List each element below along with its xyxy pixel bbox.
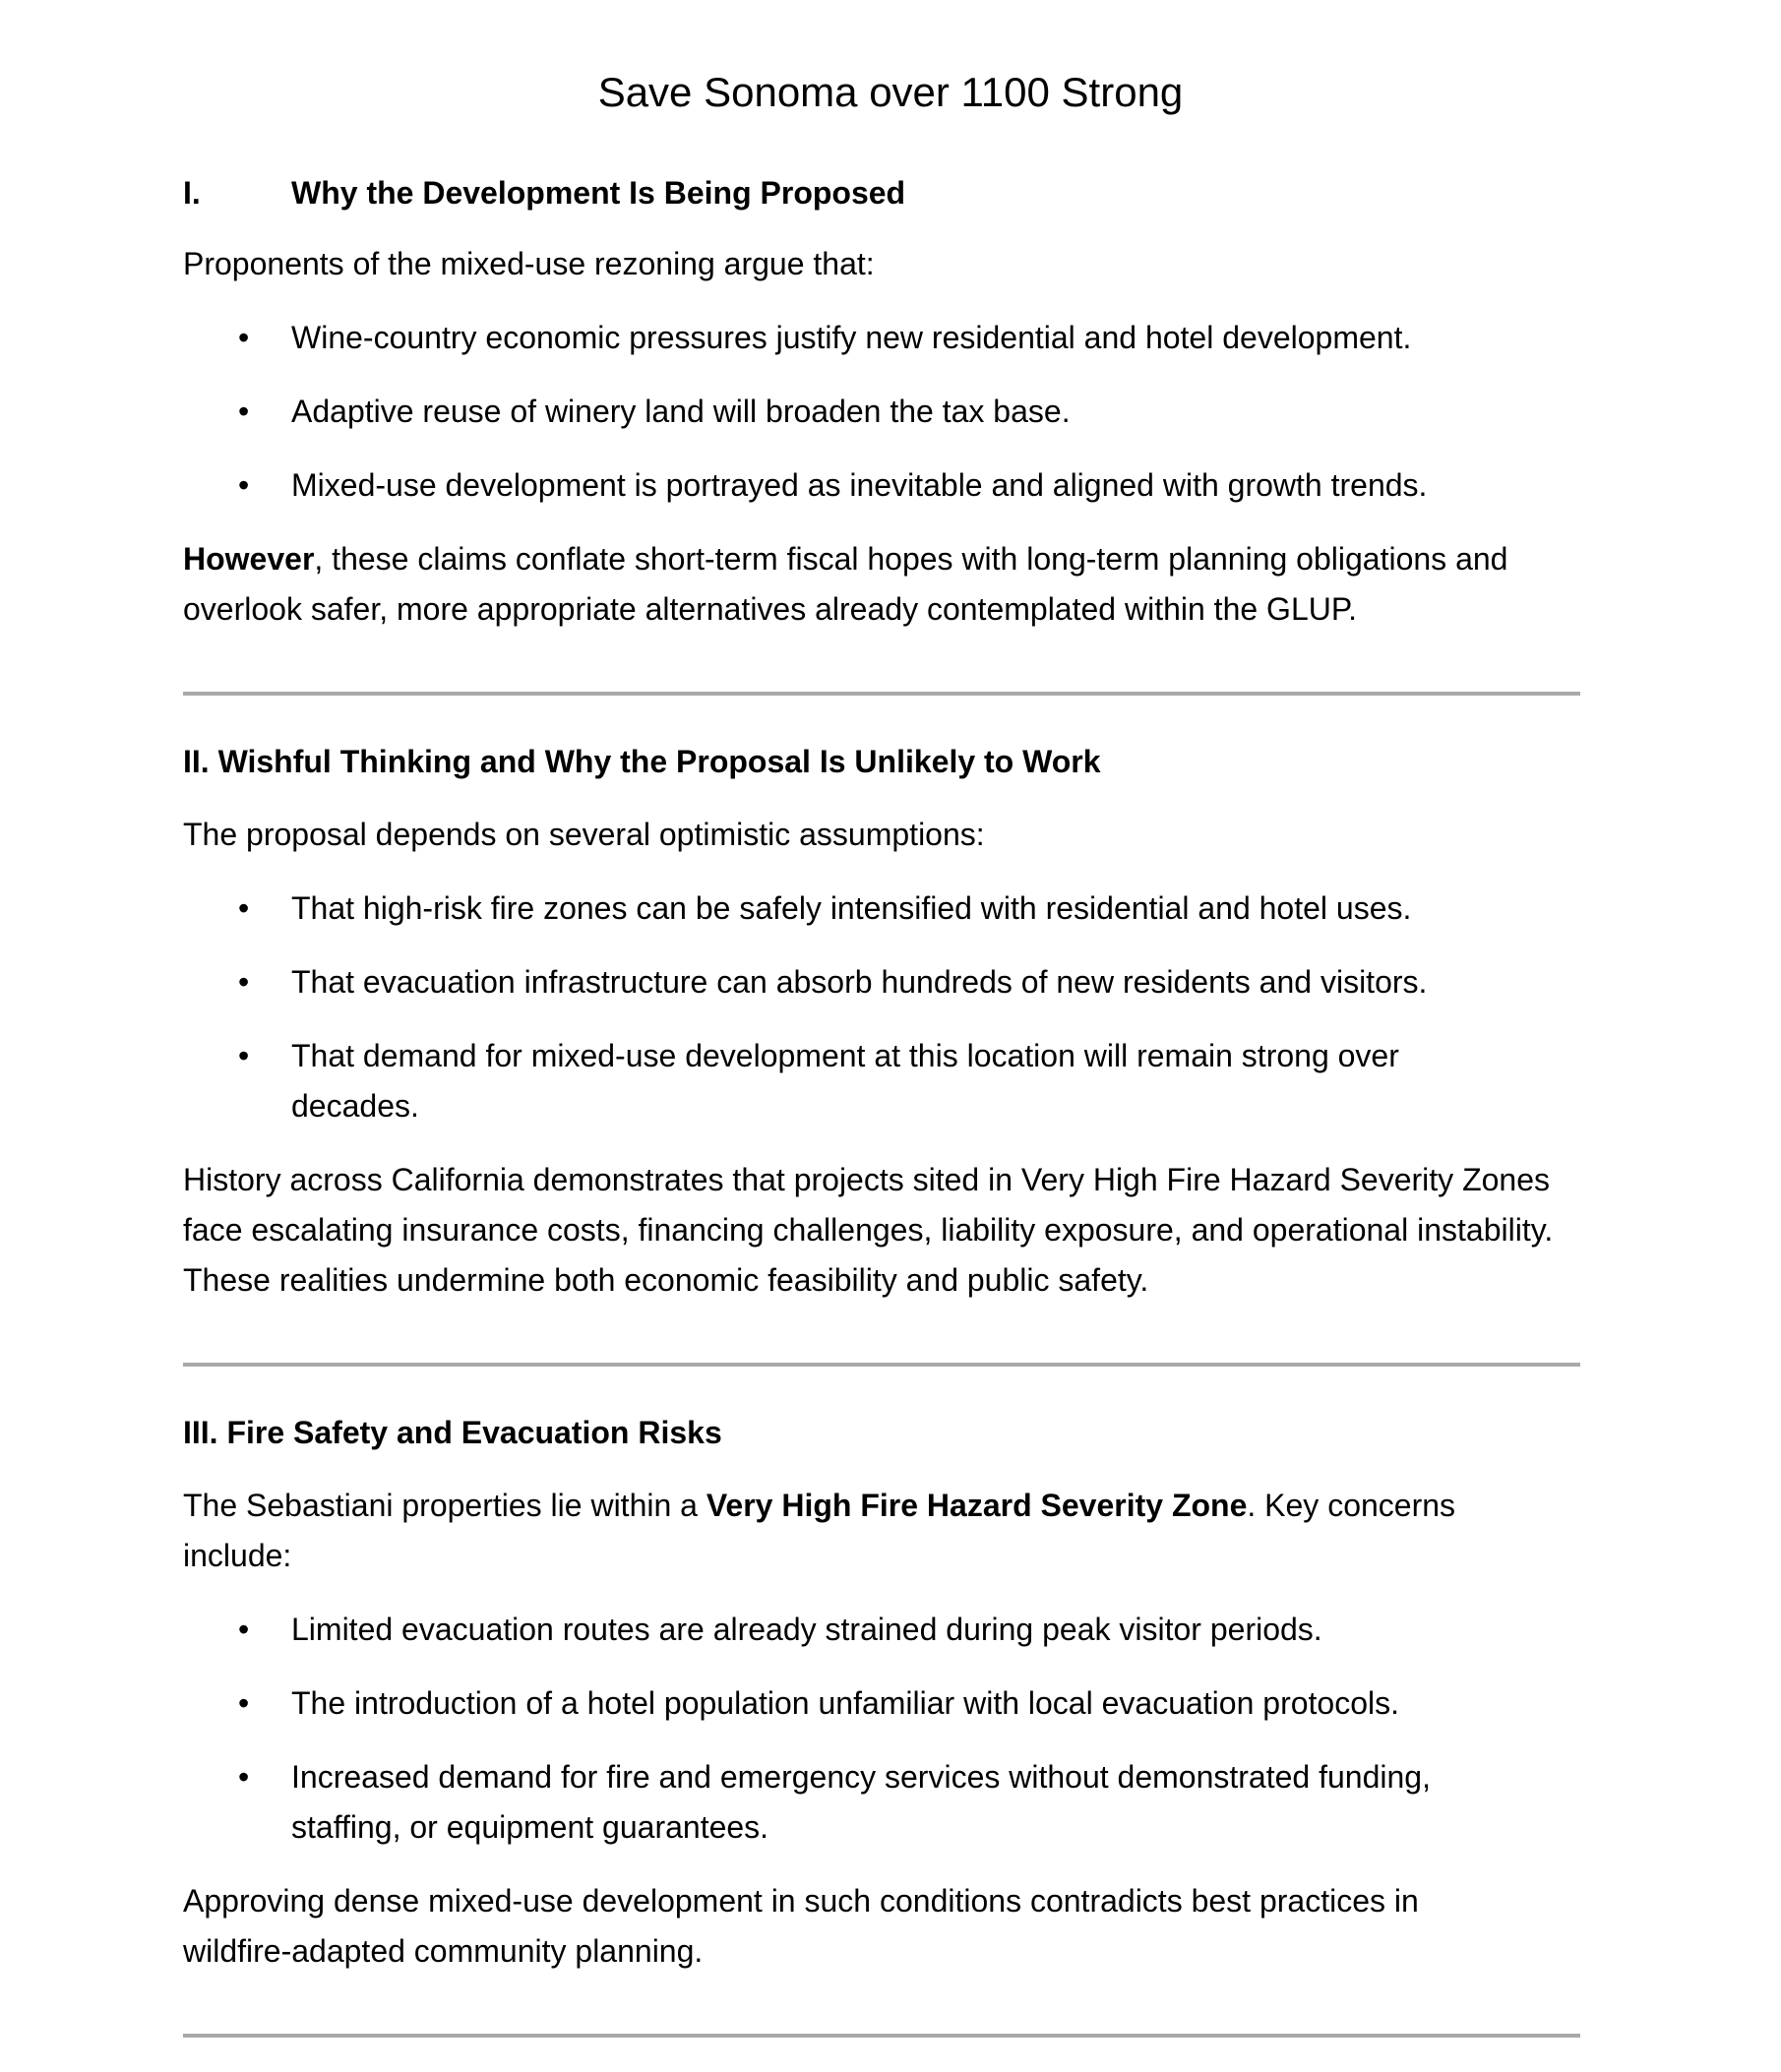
section-divider (183, 692, 1580, 696)
section-1-title: Why the Development Is Being Proposed (291, 175, 906, 211)
section-2-intro: The proposal depends on several optimistic assumptions: (183, 817, 985, 852)
bullet-dot-icon: • (238, 1685, 250, 1721)
section-1-closing-text: , these claims conflate short-term fiscal hopes with long-term planning obligations and overlook safer, more appropriate alternatives already contemplated within the GLUP. (183, 541, 1508, 627)
section-3-intro (183, 1481, 1580, 1581)
bullet-item (183, 884, 1580, 934)
bullet-dot-icon: • (238, 467, 250, 503)
section-1-heading (183, 167, 1580, 218)
section-1 (183, 167, 1580, 635)
section-2-bullet-list (183, 884, 1580, 1131)
bullet-text: Limited evacuation routes are already strained during peak visitor periods. (291, 1612, 1322, 1647)
section-3 (183, 1407, 1580, 1977)
bullet-item (183, 957, 1580, 1007)
bullet-item (183, 1605, 1580, 1655)
section-2-closing: History across California demonstrates that projects sited in Very High Fire Hazard Severity Zones face escalating insurance costs, financing challenges, liability exposure, and operational instability. These realities undermine both economic feasibility and public safety. (183, 1162, 1554, 1298)
bullet-dot-icon: • (238, 890, 250, 926)
bullet-item (183, 313, 1580, 363)
bullet-dot-icon: • (238, 1038, 250, 1073)
bullet-text: Increased demand for fire and emergency services without demonstrated funding, staffing, or equipment guarantees. (291, 1759, 1431, 1845)
document-title: Save Sonoma over 1100 Strong (597, 69, 1184, 115)
bullet-text: That high-risk fire zones can be safely intensified with residential and hotel uses. (291, 890, 1412, 926)
section-1-number: I. (183, 175, 201, 211)
document-body (183, 167, 1580, 2038)
section-2-heading: II. Wishful Thinking and Why the Proposal Is Unlikely to Work (183, 744, 1101, 779)
bullet-text: Wine-country economic pressures justify new residential and hotel development. (291, 320, 1412, 355)
section-3-intro-start: The Sebastiani properties lie within a (183, 1488, 706, 1523)
however-bold: However (183, 541, 315, 577)
bullet-dot-icon: • (238, 1759, 250, 1795)
bullet-text: That demand for mixed-use development at this location will remain strong over decades. (291, 1038, 1399, 1124)
bullet-text: Adaptive reuse of winery land will broaden the tax base. (291, 394, 1071, 429)
bullet-dot-icon: • (238, 1612, 250, 1647)
section-1-bullet-list (183, 313, 1580, 511)
bullet-text: Mixed-use development is portrayed as inevitable and aligned with growth trends. (291, 467, 1428, 503)
bullet-text: The introduction of a hotel population unfamiliar with local evacuation protocols. (291, 1685, 1399, 1721)
bullet-dot-icon: • (238, 964, 250, 1000)
section-divider (183, 1363, 1580, 1367)
bullet-text: That evacuation infrastructure can absorb hundreds of new residents and visitors. (291, 964, 1428, 1000)
bullet-item (183, 1752, 1580, 1853)
section-3-closing: Approving dense mixed-use development in such conditions contradicts best practices in wildfire-adapted community planning. (183, 1883, 1419, 1969)
section-1-intro: Proponents of the mixed-use rezoning argue that: (183, 246, 875, 281)
section-3-intro-end: . Key concerns include: (183, 1488, 1456, 1573)
section-3-heading: III. Fire Safety and Evacuation Risks (183, 1415, 722, 1450)
bullet-item (183, 460, 1580, 511)
bullet-item (183, 1678, 1580, 1729)
bullet-item (183, 1031, 1580, 1131)
bullet-item (183, 387, 1580, 437)
section-divider (183, 2034, 1580, 2038)
bullet-dot-icon: • (238, 394, 250, 429)
fire-zone-bold: Very High Fire Hazard Severity Zone (706, 1488, 1248, 1523)
section-1-closing (183, 534, 1580, 635)
section-2 (183, 736, 1580, 1306)
section-3-bullet-list (183, 1605, 1580, 1853)
bullet-dot-icon: • (238, 320, 250, 355)
